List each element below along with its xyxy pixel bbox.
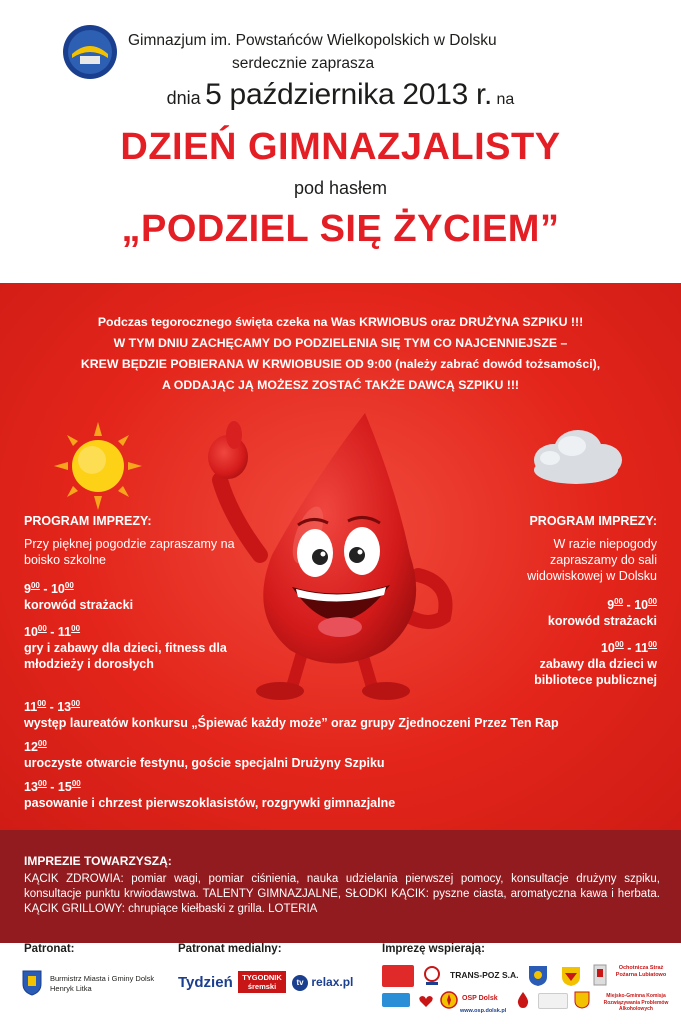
media-logo-tydzien: Tydzień [178, 974, 233, 991]
intro-line: KREW BĘDZIE POBIERANA W KRWIOBUSIE OD 9:00 (należy zabrać dowód tożsamości), [80, 357, 601, 371]
sun-icon [52, 420, 144, 512]
date-suffix: na [496, 91, 515, 108]
event-date-line [0, 78, 681, 112]
sponsor-mgkrpa: Miejsko-Gminna Komisja Rozwiązywania Problemów Alkoholowych [603, 993, 669, 1012]
cloud-icon [520, 418, 630, 488]
heart-icon [418, 993, 434, 1009]
program-slot [24, 776, 664, 811]
event-date: 5 października 2013 r. [205, 78, 493, 111]
program-common [24, 696, 664, 816]
town-crest-icon [22, 970, 42, 996]
sponsor-osp-lubiatowo: Ochotnicza Straż Pożarna Lubiatowo [615, 965, 667, 978]
crest-icon [592, 963, 608, 987]
sponsor-trans-poz: TRANS-POZ S.A. [450, 970, 519, 980]
media-logo-tygodnik: TYGODNIK śremski [238, 971, 286, 993]
program-slot [417, 637, 657, 688]
intro-text [0, 312, 681, 396]
program-slot [24, 696, 664, 731]
slot-time: $9^{00} - 10^{00}$ [24, 581, 74, 597]
slot-description: występ laureatów konkursu „Śpiewać każdy może” oraz grupy Zjednoczeni Przez Ten Rap [24, 716, 559, 731]
slot-description: pasowanie i chrzest pierwszoklasistów, rozgrywki gimnazjalne [24, 796, 396, 811]
program-heading: PROGRAM IMPREZY: [529, 514, 657, 528]
patronage-label: Patronat: [24, 943, 75, 955]
slot-time: $13^{00} - 15^{00}$ [24, 779, 81, 795]
school-logo-icon [62, 24, 118, 80]
slot-description: korowód strażacki [24, 598, 134, 613]
program-heading: PROGRAM IMPREZY: [24, 514, 152, 528]
intro-line: A ODDAJĄC JĄ MOŻESZ ZOSTAĆ TAKŻE DAWCĄ SZPIKU !!! [161, 378, 520, 392]
event-title: DZIEŃ GIMNAZJALISTY [120, 126, 561, 168]
program-intro: Przy pięknej pogodzie zapraszamy na boisko szkolne [24, 537, 235, 567]
date-prefix: dnia [166, 88, 201, 108]
side-events-heading: IMPREZIE TOWARZYSZĄ: [24, 854, 172, 868]
slot-description: zabawy dla dzieci w bibliotece publicznej [534, 657, 657, 688]
slot-description: gry i zabawy dla dzieci, fitness dla młodzieży i dorosłych [24, 641, 227, 672]
crest-icon [574, 991, 590, 1009]
sponsor-osp-url: www.osp.dolsk.pl [460, 1008, 507, 1014]
patron-name: Burmistrz Miasta i Gminy Dolsk Henryk Litka [50, 974, 155, 993]
header [0, 0, 681, 283]
sponsors-label: Imprezę wspierają: [382, 943, 485, 955]
slot-time: $12^{00}$ [24, 739, 47, 755]
program-slot [24, 578, 274, 613]
slot-time: $11^{00} - 13^{00}$ [24, 699, 81, 715]
side-events-panel [0, 830, 681, 943]
sponsor-logo-icon [422, 965, 442, 987]
sponsor-logo [382, 993, 410, 1007]
program-slot [24, 736, 664, 771]
fire-brigade-icon [440, 991, 458, 1009]
crest-icon [528, 965, 548, 987]
slot-description: uroczyste otwarcie festynu, goście specjalni Drużyny Szpiku [24, 756, 385, 771]
program-left [24, 514, 274, 680]
intro-line: W TYM DNIU ZACHĘCAMY DO PODZIELENIA SIĘ TYM CO NAJCENNIEJSZE – [113, 336, 568, 350]
slot-time: $10^{00} - 11^{00}$ [600, 640, 657, 656]
footer [0, 943, 681, 1024]
slot-time: $10^{00} - 11^{00}$ [24, 624, 81, 640]
sponsor-logo [382, 965, 414, 987]
slogan-intro: pod hasłem [293, 178, 388, 198]
crest-icon [560, 965, 582, 987]
school-name: Gimnazjum im. Powstańców Wielkopolskich w Dolsku [128, 32, 497, 49]
invitation-text: serdecznie zaprasza [232, 55, 375, 72]
media-logo-relax: tv relax.pl [292, 975, 353, 991]
program-right [417, 514, 657, 696]
side-events-text: KĄCIK ZDROWIA: pomiar wagi, pomiar ciśnienia, nauka udzielania pierwszej pomocy, konsultacje drużyny szpiku, konsultacje punktu krwiodawstwa. TALENTY GIMNAZJALNE, SŁODKI KĄCIK: pyszne ciasta, aromatyczna kawa i herbata. KĄCIK GRILLOWY: chrupiące kiełbaski z grilla. LOTERIA [24, 873, 660, 915]
slot-description: korowód strażacki [547, 614, 657, 629]
sponsor-osp-dolsk: OSP Dolsk [462, 995, 498, 1002]
event-slogan: „PODZIEL SIĘ ŻYCIEM” [121, 208, 560, 250]
program-slot [417, 594, 657, 629]
sponsor-logo [538, 993, 568, 1009]
media-patronage-label: Patronat medialny: [178, 943, 282, 955]
slot-time: $9^{00} - 10^{00}$ [607, 597, 657, 613]
intro-line: Podczas tegorocznego święta czeka na Was KRWIOBUS oraz DRUŻYNA SZPIKU !!! [97, 315, 584, 329]
blood-drop-icon [516, 991, 530, 1009]
program-slot [24, 621, 274, 672]
tv-icon: tv [292, 975, 308, 991]
program-intro: W razie niepogody zapraszamy do sali widowiskowej w Dolsku [527, 537, 657, 583]
